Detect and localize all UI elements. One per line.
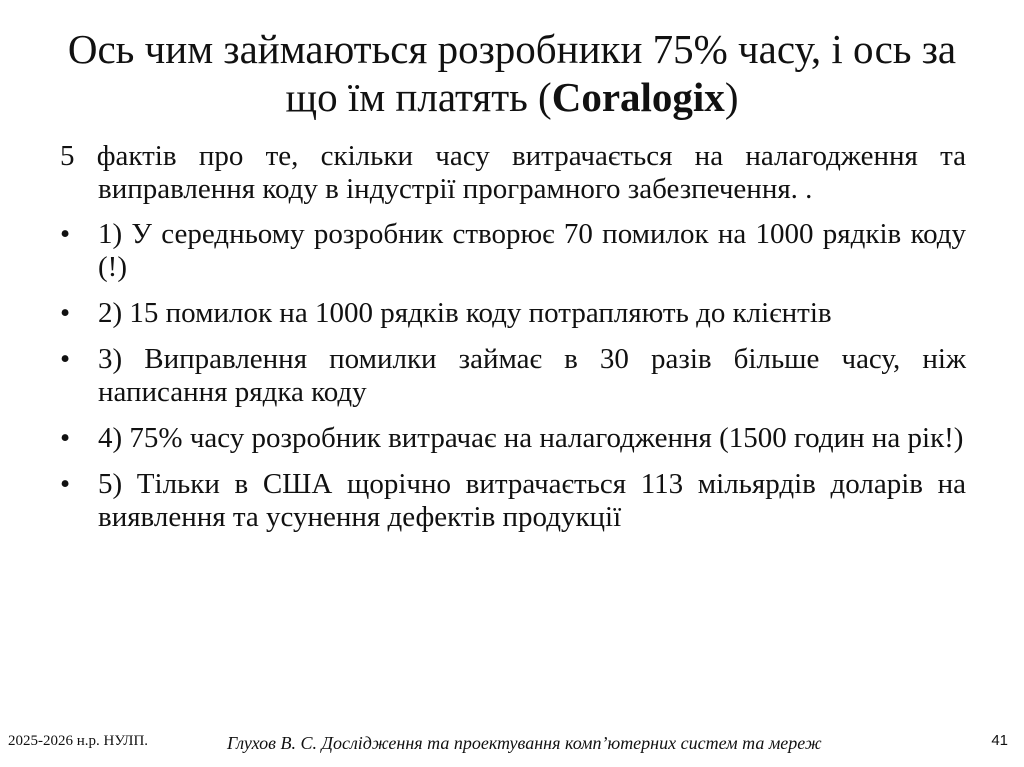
slide-content [60, 140, 966, 547]
bullet-list [60, 218, 966, 534]
slide-title-brand: Coralogix [551, 74, 725, 120]
bullet-text: 5) Тільки в США щорічно витрачається 113 мільярдів доларів на виявлення та усунення дефектів продукції [98, 468, 966, 533]
intro-paragraph: 5 фактів про те, скільки часу витрачається на налагодження та виправлення коду в індустрії програмного забезпечення. . [60, 140, 966, 205]
bullet-item-2 [60, 297, 966, 330]
page-number: 41 [991, 732, 1008, 749]
bullet-item-4 [60, 422, 966, 455]
bullet-text: 4) 75% часу розробник витрачає на налагодження (1500 годин на рік!) [98, 422, 964, 454]
bullet-dot-icon: • [60, 343, 71, 375]
bullet-dot-icon: • [60, 422, 71, 454]
bullet-item-1 [60, 218, 966, 284]
bullet-dot-icon: • [60, 468, 71, 500]
bullet-text: 1) У середньому розробник створює 70 помилок на 1000 рядків коду (!) [98, 218, 966, 283]
bullet-text: 2) 15 помилок на 1000 рядків коду потрапляють до клієнтів [98, 297, 832, 329]
slide-title [40, 25, 984, 121]
bullet-item-5 [60, 468, 966, 534]
footer-academic-year: 2025-2026 н.р. НУЛП. [8, 733, 149, 749]
bullet-text: 3) Виправлення помилки займає в 30 разів більше часу, ніж написання рядка коду [98, 343, 966, 408]
slide-title-close: ) [724, 74, 739, 120]
footer-course-title: Глухов В. С. Дослідження та проектування комп’ютерних систем та мереж [227, 733, 822, 753]
bullet-item-3 [60, 343, 966, 409]
slide-title-text: Ось чим займаються розробники 75% часу, і ось за що їм платять ( [67, 26, 957, 120]
bullet-dot-icon: • [60, 218, 71, 250]
bullet-dot-icon: • [60, 297, 71, 329]
